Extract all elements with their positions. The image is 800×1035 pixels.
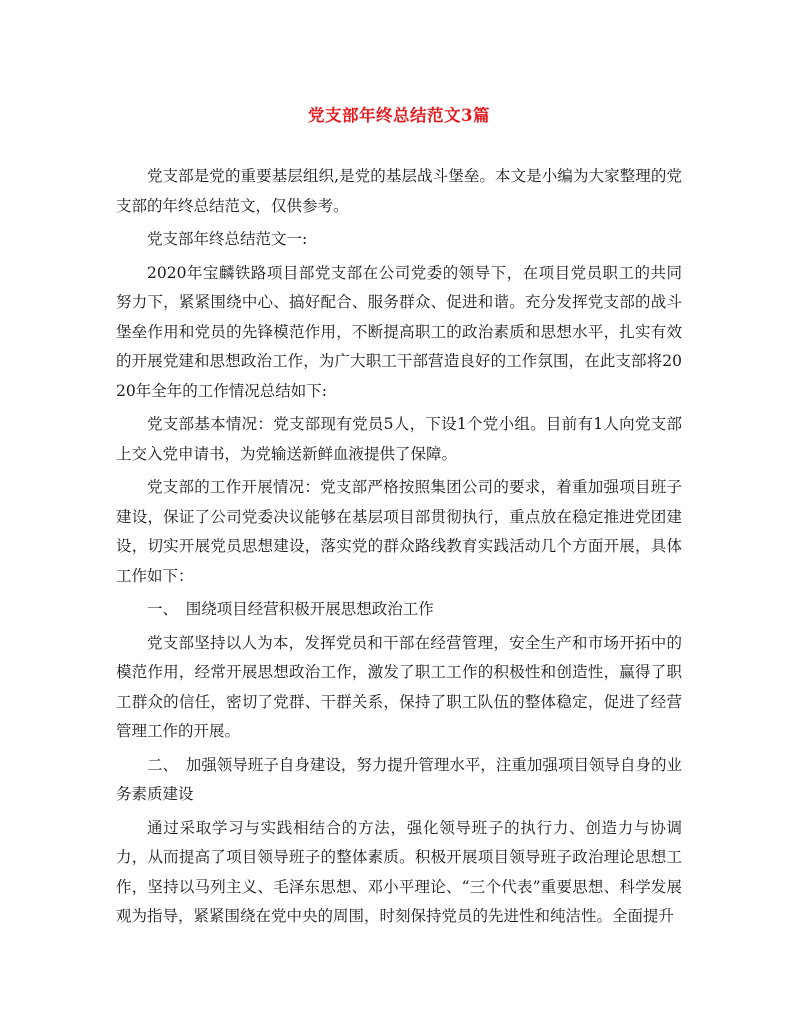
paragraph-item-1-body: 党支部坚持以人为本，发挥党员和干部在经营管理，安全生产和市场开拓中的模范作用，经常开展思想政治工作，激发了职工工作的积极性和创造性，赢得了职工群众的信任，密切了党群、干群关系，保持了职工队伍的整体稳定，促进了经营管理工作的开展。 (116, 633, 682, 740)
heading-item-2: 二、 加强领导班子自身建设，努力提升管理水平，注重加强项目领导自身的业务素质建设 (116, 755, 682, 803)
document-title: 党支部年终总结范文3篇 (308, 106, 490, 125)
paragraph-basic-info: 党支部基本情况：党支部现有党员5人，下设1个党小组。目前有1人向党支部上交入党申请书，为党输送新鲜血液提供了保障。 (116, 415, 682, 463)
paragraph-intro: 党支部是党的重要基层组织,是党的基层战斗堡垒。本文是小编为大家整理的党支部的年终总结范文，仅供参考。 (116, 167, 682, 215)
paragraph-work-progress: 党支部的工作开展情况：党支部严格按照集团公司的要求，着重加强项目班子建设，保证了公司党委决议能够在基层项目部贯彻执行，重点放在稳定推进党团建设，切实开展党员思想建设，落实党的群众路线教育实践活动几个方面开展，具体工作如下： (116, 478, 682, 585)
heading-item-1: 一、 围绕项目经营积极开展思想政治工作 (147, 600, 434, 618)
document-page (116, 104, 682, 936)
paragraph-section-label: 党支部年终总结范文一: (147, 230, 308, 248)
paragraph-item-2-body: 通过采取学习与实践相结合的方法，强化领导班子的执行力、创造力与协调力，从而提高了项目领导班子的整体素质。积极开展项目领导班子政治理论思想工作，坚持以马列主义、毛泽东思想、邓小平理论、“三个代表”重要思想、科学发展观为指导，紧紧围绕在党中央的周围，时刻保持党员的先进性和纯洁性。全面提升 (116, 818, 682, 925)
paragraph-overview: 2020年宝麟铁路项目部党支部在公司党委的领导下，在项目党员职工的共同努力下，紧紧围绕中心、搞好配合、服务群众、促进和谐。充分发挥党支部的战斗堡垒作用和党员的先锋模范作用，不断提高职工的政治素质和思想水平，扎实有效的开展党建和思想政治工作，为广大职工干部营造良好的工作氛围，在此支部将2020年全年的工作情况总结如下: (116, 263, 682, 400)
